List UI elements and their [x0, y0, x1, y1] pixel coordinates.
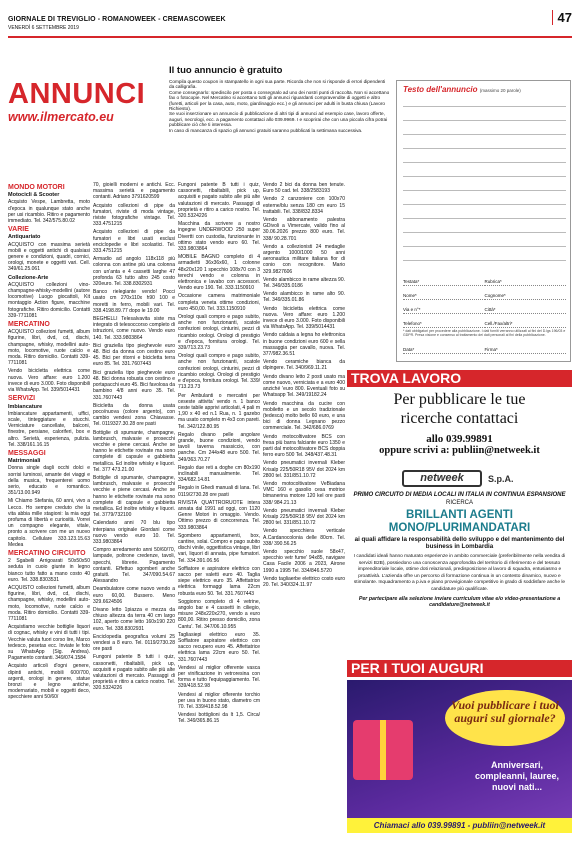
list-item: ACQUISTO con massima serietà mobili e oggetti antichi di qualsiasi genere e condizioni, quadri, cornici, orologi, monete e oggetti vari. Cell. 349/61.25.061: [8, 241, 90, 273]
list-item: Vendo divano letto 2 posti usato ma come nuovo, verniciata e a euro 400 anziché 'euro 800. Eventuali foto su Whatsapp Tel. 349/19182.24: [263, 373, 345, 399]
field-nome[interactable]: Nome*: [403, 293, 485, 300]
coupon-line[interactable]: [403, 129, 566, 135]
list-item: Acquisto collezioni di pipe da fumatori e libri usati esclusi enciclopedie e libri scolastici. Tel. 333.4751215: [93, 229, 175, 255]
list-item: Enciclopedia geografica volumi 25 vendesi a 8 euro. Tel. 0119/2730.28 ore pasti: [93, 633, 175, 653]
coupon-fields: [403, 279, 566, 335]
auguri-bubble-text: Vuoi pubblicare i tuoi auguri sul giornale?: [451, 698, 559, 725]
pub-line1: Per pubblicare le tue: [393, 391, 526, 408]
list-item: Banco rielegiante vendo! Pocci usato cm 270x110x h90 100 e moretti in ferro, mobili vari. Tel. 338.4198.89.77 dopo le 19.00: [93, 289, 175, 314]
list-item: Acquisto Vespe, Lambretta, moto d'epoca in qualunque stato anche per usi ricambio. Ritiro e pagamento immediato. Tel. 342/575.80.02: [8, 199, 90, 225]
column-1: [8, 182, 90, 703]
list-item: ACQUISTO collezioni fumetti, album figurine, libri, dvd, cd, dischi, champagne, whisky, modellini auto-moto, locomotive, ruote calcio e moda. Ritiro domicilio. Contatti 339-7711081: [8, 584, 90, 622]
free-ad-p3: Se vuoi inserzionare un annuncio di pubblicazione di altri tipi di annunci ad esempio case, lavoro offerte, auguri, necrologi, ecc. a pagamento contattaci allo 039.9969. I e scoprirai che con una piccola cifra potrai pubblicare ciò che ti interessa.: [169, 111, 388, 128]
list-item: 70, gioielli moderni e antichi. Ecc. massima serietà e pagamento contanti. Adriano 3791620599: [93, 182, 175, 201]
list-item: Vendo bicicletta elettrica come nuova. Vero affare: euro 1.200 invece di euro 3.000. Foto disponibili via WhatsApp. Tel. 339/5014431: [263, 305, 345, 331]
list-item: Orologi quali compro e pago subito, anche non funzionanti, scatole confezioni orologi, cinturini, pezzi di ricambio orologi. Orologi di prestigio e d'epoca, fornitura orologi. Tel. 339/ 713.23.73: [178, 353, 260, 391]
field-rubrica[interactable]: Rubrica*: [485, 279, 567, 286]
list-item: Bici graziella tipo pieghevole euro 48. Bici donna robusta con cestino e portapacchi euro 45. Bici favolosa da bambino 4/8 anni euro 35. Tel. 331.7607443: [93, 369, 175, 401]
list-item: Vendo alambicco in rame altezza 90. Tel. 349/335.0186: [263, 276, 345, 290]
netweek-ad: [347, 492, 572, 608]
coupon-line[interactable]: [403, 101, 566, 107]
list-item: Vendo abbonamento palestra GDivoli a Vimercate, valido fino al 30.06.2026 prezzo 800 euro. Tel. 338/ 90.28.701: [263, 217, 345, 242]
auguri-ad: [347, 680, 572, 833]
free-ad-info: [169, 65, 391, 175]
list-item: Soffiatore e aspiratore elettrico con sacco per valetti euro 40. Taglia siepe elettrico euro 35. Affettatrice elettrica formaggi lama 22cm robusta euro 50. Tel. 331.7607443: [178, 565, 260, 597]
list-item: Acquisto collezioni di pipe da fumatori, riviste di moda vintage, riviste fotografiche vintage. Tel. 333.4751215: [93, 202, 175, 228]
coupon-line[interactable]: [403, 255, 566, 261]
list-item: Vendo motocoltivatore BCS con fresa più barra falciante euro 1350 e parti dal motocoltivatore BCS doppia ferro euro 500 Tel. 348/437.48.31: [263, 433, 345, 459]
subsection: Antiquariato: [8, 234, 41, 241]
list-item: Vendo motocoltivatore VeBiadana VMC 160 e gasolio cesa motrice bimanerina motore 120 kel ore pasti 338/ 984.21.13: [263, 480, 345, 506]
pub-phone: allo 039.99891: [426, 433, 493, 445]
netweek-logo: netweek: [402, 470, 482, 487]
list-item: Bici graziella tipo pieghevole euro 48. Bici da donna con cestino euro 45. Bici per ritorni e bicicletta terra euro 85. Tel. 331.7607443: [93, 342, 175, 368]
list-item: Vendo alambicco in rame alto 90. Tel. 349/335.01.86: [263, 291, 345, 304]
list-item: MOBILE BAGNO completo di 4 armadietti 36x36x60, 1 colonne 48x20x120 1 specchio 108x70 con 3 terechi vendo e colonna in elettronica e lavabo con accessori. Vendo euro 190. Tel. 333.1150910: [178, 254, 260, 292]
annunci-url[interactable]: www.ilmercato.eu: [8, 110, 114, 124]
list-item: BEGHELLI Telesalvavita siste ma integrato di telesoccorso completo di istruzioni, come nuovo. Vendo euro 140. Tel. 333.9803864: [93, 316, 175, 341]
list-item: Macchina da scrivere a nostro ingegne UNDERWOOD 250 super Divertti con custodia, funzionante in ottimo stato vendo euro 60. Tel. 333.9803864: [178, 221, 260, 253]
list-item: Acquisto articoli d'ogni genere, dipinti antichi, mobili 600/700, argenti, orologi in genere, statue bronzi e legno antiche, modernariato, mobili e oggetti deco, specchiere anni 50/60/: [8, 663, 90, 701]
list-item: Regalo in Ghedi manuali di lana. Tel. 0119/2730.28 ore pasti: [178, 485, 260, 498]
list-item: Regalo due reti a doghe cm 80x190 inclinabili manualmente. Tel. 334/682.14.81: [178, 464, 260, 484]
section-mercatino-circuito: MERCATINO CIRCUITO: [8, 549, 86, 557]
net-ricerca: RICERCA: [445, 500, 473, 506]
section-mercatino: MERCATINO: [8, 321, 50, 329]
field-firma[interactable]: Firma*: [485, 347, 567, 354]
list-item: Per Ambulanti o mercatini per ceseste attivita' vendo n. 1 banco ceste tabile apprivi articolati, 4 pali m 1,90 x 40 ed n.1 Rua, n. 1 gazebo ma usato completo m 4x3 con pareti. Tel. 342/122.80.95: [178, 392, 260, 430]
auguri-cta[interactable]: Chiamaci allo 039.99891 - publiin@netweek.it: [347, 818, 572, 833]
list-item: 2 Sgabelli Arrigoarati 50x50x50 seduta in cuoio giunte in legno bianco tutto fatto a mano costo 40 euro. Tel. 338.8303531: [8, 558, 90, 583]
net-headline: BRILLANTI AGENTI MONO/PLURIMANDATARI: [388, 509, 531, 534]
list-item: Donna single dagli occhi dolci e sorrisi luminosi, amante dei viaggi e della musica, frequenterei uomo serio, educato e romantico. 351/13.00.949: [8, 465, 90, 497]
trova-lavoro-header: TROVA LAVORO: [347, 370, 572, 387]
list-item: Acquistiamo vecchie bottiglie liquori di cognac, whisky e vini di tutti i tipi. Vecchie valuta fuori corso lire, Marco tedesco, pesetas ecc. Inviate le foto su WhatsApp (Sig. Andrea). Pagamento contanti. 349/074.1584: [8, 624, 90, 662]
list-item: Vendo pneumatici invernali Kleber Krisalp 225/50R18 95V dot 2024 km 2800 tel. 331/851.10.72: [263, 460, 345, 479]
newspaper-title: GIORNALE DI TREVIGLIO - ROMANOWEEK - CREMASCOWEEK: [8, 16, 226, 23]
list-item: Bottiglie di spumante, champagne, lambrusch, malvasie e prosecchi vecchie e piene cercasi. Anche se hanno le etichette rovinate ma sono complete di capsule e gabbietta metallica. Ed inoltre whisky e liquori. Tel. 3779/732100: [93, 474, 175, 519]
issue-date: VENERDÌ 6 SETTEMBRE 2019: [8, 25, 79, 31]
list-item: Deambulatore come nuovo vendo a euro 60,00. Bussero. Meno 329.6624506: [93, 586, 175, 605]
list-item: Vendo bicicletta elettrica come nuova. Vero affare: euro 1.200 invece di euro 3.000. Foto disponibili via WhatsApp. Tel. 339/5014431: [8, 368, 90, 394]
gift-icon: [353, 720, 413, 780]
list-item: Fungoni patente B tutti i quiz, cassonetti, ribaltabili, pick up, acquisiti e pagato subito alle più alte valutazioni di mercato. Passaggi di proprietà e ritiro a carico nostro. Tel. 320.5324226: [178, 182, 260, 220]
list-item: Vendesi al miglior offerente vasca per vinificazione in vetroresina con forma e tutto l'equipaggiamento. Tel. 339/418.52.98: [178, 664, 260, 690]
list-item: Vendo caldaia a legna ho elettronica in buone condizioni euro 600 e sella massaggia per cavallo, nuova. Tel. 377/982.36.51: [263, 332, 345, 358]
field-via[interactable]: Via e n°*: [403, 307, 485, 314]
free-ad-p4: In caso di mancanza di spazio gli annunci gratuiti saranno pubblicati la settimana successiva.: [169, 127, 363, 133]
list-item: Vendo specchiera verticale A.Cardanocolonia delle 80cm. Tel. 338/ 390.56.25: [263, 528, 345, 547]
subsection: Imbiancature: [8, 403, 43, 410]
coupon-line[interactable]: [403, 143, 566, 149]
list-item: Vendo ceramiche bianca da dipingere. Tel. 340/969.11.21: [263, 359, 345, 372]
list-item: Fungoni patente B tutti i quiz, cassonetti, ribaltabili, pick up, acquisiti e pagato subito alle più alte valutazioni di mercato. Passaggi di proprietà e ritiro a carico nostro. Tel. 320.5324226: [93, 654, 175, 692]
section-mondo-motori: MONDO MOTORI: [8, 184, 65, 191]
net-tagline: PRIMO CIRCUITO DI MEDIA LOCALI IN ITALIA IN CONTINUA ESPANSIONE: [353, 492, 566, 498]
list-item: ACQUISTO collezioni fumetti, album figurine, libri, dvd, cd, dischi, champagne, whisky, modellini auto-moto, locomotive, ruote calcio e moda. Ritiro domicilio. Contatti 339-7711081: [8, 329, 90, 367]
list-item: Soggiorno completo di 4 vetrine, angolo bar e 4 cassetti in ciliegio, misure 248x220x270, vendo a euro 800,00. Ritiro presso domicilio, zona Cantu'. Tel. 347/06.10.955: [178, 598, 260, 630]
coupon-line[interactable]: [403, 115, 566, 121]
coupon-note: * dati obbligatori per procedere alla pubblicazione. I dati forniti verranno utilizzati ai fini del D.lgs 196/03 e GDPR. Presa visione e consenso al trattamento dei dati personali ai fini della pubblicazione.: [403, 329, 566, 337]
field-data[interactable]: Data*: [403, 347, 485, 354]
list-item: Bicicletta da donna usata poco/nuova (colore argento), con cambio vendesi zona Chiavasse. Tel. 0119327.30.28 ore pasti: [93, 402, 175, 428]
list-item: Vendesi al miglior offerente torchio per uva in buono stato, diametro cm 70. Tel. 339/418.52.98: [178, 691, 260, 711]
ad-coupon-form: [396, 80, 571, 362]
net-cta[interactable]: Per partecipare alla selezione inviare curriculum vitae e/o video-presentazione a candidature@netweek.it: [358, 595, 561, 608]
list-item: Vendo 2 bici da donna ben tenute. Euro 50 cad. tel. 338/2583193: [263, 182, 345, 195]
auguri-header: PER I TUOI AUGURI: [347, 660, 572, 677]
net-body: I candidati ideali hanno maturato esperienze in ambito commerciale (preferibilmente nella vendita di servizi B2B), possiedono una conoscenza approfondita del territorio di riferimento e del tessuto imprenditoriale locale, ottime doti relazionali, predisposizione al lavoro di squadra, entusiasmo e proattività. L'azienda offre un percorso di formazione continua in un contesto dinamico, nuovo e stimolante. Inquadramento a p.iva e piano provvigionale competitivo in grado di soddisfare anche le candidature più qualificate.: [353, 554, 566, 592]
coupon-line[interactable]: [403, 185, 566, 191]
column-3: [178, 182, 260, 727]
section-servizi: SERVIZI: [8, 395, 36, 403]
list-item: Vendo pneumatici invernali Kleber Krisalp 225/50R18 95V dot 2024 km 2800 tel. 331/851.10.72: [263, 507, 345, 527]
trova-lavoro-box: [347, 390, 572, 463]
coupon-line[interactable]: [403, 241, 566, 247]
coupon-line[interactable]: [403, 171, 566, 177]
list-item: Calendario anni 70 blu tipo interpiana originale Giordani come nuovo vendo euro 10. Tel. 333.9803864: [93, 520, 175, 545]
section-varie: VARIE: [8, 226, 29, 234]
subsection: Motocicli & Scooter: [8, 192, 60, 199]
list-item: Compro arredamento anni 50/60/70, lampade, poltrone credenze, tavoli, specchi, librerie. Pagamento contanti. Effettuo sgomberi anche gratuiti. Tel. 347/090.54.67 Alessandro: [93, 547, 175, 585]
coupon-line[interactable]: [403, 227, 566, 233]
list-item: Bottiglie di spumante, champagne, lambrusch, malvasie e prosecchi vecchie e piene cercasi. Anche se hanno le etichette rovinate ma sono complete di capsule e gabbietta metallica. Ed inoltre whisky e liquori. Tel. 377 473.21.00: [93, 429, 175, 473]
section-messaggi: MESSAGGI: [8, 449, 46, 457]
annunci-title: ANNUNCI: [8, 78, 146, 110]
list-item: Vendo 2 canzoniere con 100x70 esterne/blu senza 180 cm euro 15 trattabili. Tel. 338/832.8334: [263, 196, 345, 215]
page-number: 47: [552, 10, 572, 25]
list-item: Vendo a collezionisti 24 medaglie argento 1000/1000 50 anni aeronautica militare italiana fior di conio con recognitore. Mario 329.9827606: [263, 243, 345, 275]
annunci-brand: [8, 79, 160, 129]
list-item: Vendo specchio suole 58x47, specchio vetr fume' 94x85, navigare Casa Facile 2006 a 2023, Airone 1990 a 1995 Tel. 334/846.5720: [263, 548, 345, 574]
free-ad-title: Il tuo annuncio è gratuito: [169, 65, 283, 76]
list-item: Occasione camera matrimoniale completa veneta ottime condizioni, euro 450,00. Tel. 333.1150910: [178, 293, 260, 312]
list-item: Mi Chiamo Stefania, 60 anni, vivo a Lecco. Ho sempre creduto che la vita abbia mille stagioni: la mia oggi profuma di libertà e curiosità. Vorrei un compagno elegante, vitale, pronto a scrivere con me un nuovo capitolo. Cellulare 333.123.15.63 Medea: [8, 498, 90, 548]
subsection: Matrimoniali: [8, 458, 41, 465]
list-item: Orologi quali compro e pago subito, anche non funzionanti, scatole confezioni orologi, cinturini, pezzi di ricambio orologi. Orologi di prestigio e d'epoca, fornitura orologi. Tel. 339/713.23.73: [178, 314, 260, 352]
coupon-title: Testo dell'annuncio (massimo 20 parole): [403, 85, 521, 94]
list-item: Tagliasiepi elettrico euro 35. Soffiatore aspiratore elettrico con sacco recupero euro 45. Affettatrice elettrica lama 22cm euro 50. Tel. 331.7607443: [178, 631, 260, 663]
coupon-line[interactable]: [403, 199, 566, 205]
list-item: Divano letto 1piazza e mezza da chiuso altezza da terra 40 cm largo 102, aperto come letto 160x190 220 euro. Tel. 338.8302931: [93, 607, 175, 632]
list-item: ACQUISTO collezioni vino-champagne-whisky-modellini (autore locomotive) Luogo giocattoli, Kit montaggio Action figure, macchine fotografiche. Ritiro domicilio. Contatti 339-7711081: [8, 281, 90, 319]
net-subheadline: ai quali affidare la responsabilità dello sviluppo e del mantenimento del business in Lombardia: [354, 536, 565, 550]
field-testata[interactable]: Testata*: [403, 279, 485, 286]
subsection: Collezione-Arte: [8, 274, 49, 281]
pub-line2: ricerche contattaci: [400, 410, 519, 427]
list-item: Armadio ad angolo 118x118 più colonna con antine più una colonna con un'anta e 4 cassetti larghe 47 profonda 63 tutto altro 245 costo 320euro. Tel. 338.8302931: [93, 256, 175, 288]
coupon-line[interactable]: [403, 157, 566, 163]
field-cell[interactable]: Cell./Fax/altri*: [485, 321, 567, 328]
column-2: [93, 182, 175, 694]
list-item: RIVISTA QUATTRORUOTE intera annata dal 1991 ad oggi, con 1120 Genre Motori in omaggio. Vendo. Ottimo prezzo di concorrenza. Tel. 333.9803864: [178, 499, 260, 531]
column-4: [263, 182, 345, 590]
netweek-spa: S.p.A.: [488, 474, 514, 484]
auguri-bubble: [445, 690, 565, 746]
list-item: Imbiancature appartamenti, uffici, scale, tinteggiature e stucchi. Verniciature cancellate, balconi, finestre, persiane, caloriferi, box e altro. Serietà, esperienza, pulizia. Tel. 338/161.16.15: [8, 410, 90, 448]
field-cognome[interactable]: Cognome*: [485, 293, 567, 300]
free-ad-p1: Compila questo coupon in stampatello in ogni sua parte. Ricorda che non si risponde di errori dipendenti da calligrafia.: [169, 79, 386, 90]
list-item: Regalo divano pelle angolare grande, buone condizioni, vendo tavoli taverna massiccio, con panche. Cm 244x48 euro 500. Tel. 349/363.70.27: [178, 431, 260, 463]
field-telefono[interactable]: Telefono*: [403, 321, 485, 328]
list-item: Sgombero appartamenti, box, cantine, solai. Compro e pago subito dischi vinile, oggettistica vintage, libri vari, liquori di annata, pipe fumatori. Tel. 334.391.06.56: [178, 532, 260, 564]
list-item: Vendesi bottiglioni da lt 1,5. Circa/ Tel. 349/365.86.15: [178, 712, 260, 725]
pub-email[interactable]: oppure scrivi a: publiin@netweek.it: [379, 445, 540, 456]
free-ad-p2: Come consegnarlo: spediscilo per posta o consegnalo ad uno dei nostri punti di raccolta. Non si accettano fax o fotocopie. Nel Mercatino si accettano tutti gli annunci riguardanti compravendite di oggetti e altro (furetti, articoli per la casa, auto, moto, giardinaggio ecc.) e gli annunci per adulti in busta chiusa (Lavoro Richiesto).: [169, 89, 390, 112]
list-item: Vendo tagliaerbe elettrico costo euro 20. Tel. 340/324.11.97: [263, 575, 345, 588]
page-header: [8, 6, 572, 38]
coupon-subtitle: (massimo 20 parole): [479, 88, 521, 93]
coupon-fields-bottom: [403, 347, 566, 361]
coupon-line[interactable]: [403, 213, 566, 219]
list-item: Vendo macchina da cucire con mobiletto e un secolo tradizionale (tedesca) molto bello 60 euro, e una bici di donna Legnano pezzo commerciale. Tel. 342/686.0769: [263, 400, 345, 432]
auguri-sub: Anniversari, compleanni, lauree, nuovi nati...: [474, 760, 560, 792]
field-citta[interactable]: Città*: [485, 307, 567, 314]
